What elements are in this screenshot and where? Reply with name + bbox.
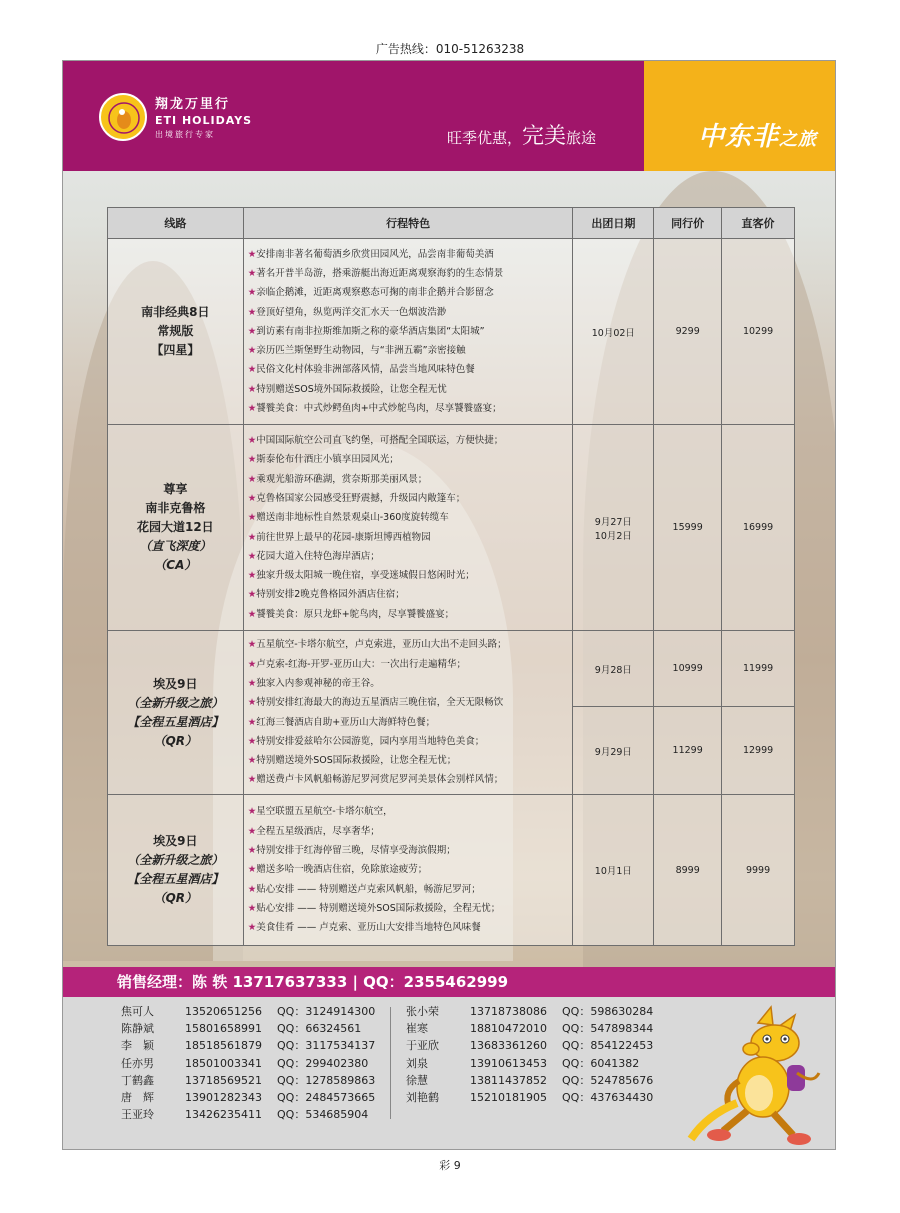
- contact-name: 丁鹤鑫: [121, 1073, 154, 1087]
- route-line: 南非克鲁格: [145, 501, 206, 515]
- contact-name: 焦可人: [121, 1005, 154, 1018]
- contacts-panel: [63, 997, 836, 1150]
- contacts-right-column: [406, 1003, 653, 1106]
- contact-qq: QQ：534685904: [277, 1108, 369, 1122]
- page-number: 彩 9: [439, 1159, 461, 1172]
- star-icon: ★: [247, 589, 257, 601]
- contact-phone: 13520651256: [185, 1005, 262, 1018]
- star-icon: ★: [247, 825, 257, 837]
- contact-name: 陈静斌: [121, 1022, 154, 1036]
- feature-item: ★饕餮美食：中式炒鳄鱼肉+中式炒鸵鸟肉，尽享饕餮盛宴；: [247, 403, 502, 415]
- feature-item: ★贴心安排 —— 特别赠送卢克索风帆船，畅游尼罗河；: [247, 883, 481, 895]
- contact-phone: 13718569521: [185, 1073, 262, 1087]
- feature-item: ★前往世界上最早的花园-康斯坦博西植物园: [247, 531, 431, 543]
- table-row: [108, 631, 795, 707]
- date-cell: 9月28日: [573, 631, 654, 707]
- star-icon: ★: [247, 345, 257, 357]
- contacts-left-column: [121, 1003, 375, 1123]
- kangaroo-mascot-icon: [663, 1003, 823, 1149]
- star-icon: ★: [247, 435, 257, 447]
- departure-date: 10月02日: [591, 327, 635, 339]
- feature-item: ★卢克索-红海-开罗-亚历山大：一次出行走遍精华；: [247, 658, 467, 670]
- contact-row: [406, 1055, 653, 1072]
- star-icon: ★: [247, 403, 257, 415]
- route-cell: [108, 795, 244, 946]
- route-line: （QR）: [153, 891, 198, 905]
- table-row: [108, 795, 795, 946]
- feature-item: ★安排南非著名葡萄酒乡欣赏田园风光，品尝南非葡萄美酒: [247, 248, 494, 260]
- table-header-row: [108, 208, 795, 239]
- route-line: 埃及9日: [153, 676, 198, 691]
- feature-item: ★特别赠送SOS境外国际救援险，让您全程无忧: [247, 383, 447, 395]
- slogan-prefix: 旺季优惠，: [447, 129, 523, 147]
- date-cell: 9月29日: [573, 707, 654, 795]
- brand-block: [155, 93, 252, 140]
- star-icon: ★: [247, 922, 257, 934]
- route-line: （直飞深度）: [139, 539, 212, 553]
- contact-qq: QQ：66324561: [277, 1022, 362, 1036]
- date-cell: [573, 425, 654, 631]
- tour-title: [698, 116, 817, 153]
- route-line: 常规版: [157, 324, 194, 338]
- feature-item: ★赠送费卢卡风帆船畅游尼罗河赏尼罗河美景体会别样风情；: [247, 774, 504, 786]
- retail-price-cell: 12999: [722, 707, 795, 795]
- departure-date: 9月27日: [594, 516, 632, 528]
- feature-item: ★到访素有南非拉斯维加斯之称的豪华酒店集团“太阳城”: [247, 325, 485, 337]
- feature-item: ★亲临企鹅滩，近距离观察憨态可掬的南非企鹅并合影留念: [247, 287, 494, 299]
- star-icon: ★: [247, 550, 257, 562]
- header-banner: [63, 61, 836, 171]
- feature-item: ★五星航空-卡塔尔航空，卢克索进，亚历山大出不走回头路；: [247, 639, 507, 651]
- contact-phone: 13811437852: [470, 1073, 547, 1087]
- route-line: 【全程五星酒店】: [127, 872, 224, 886]
- retail-price-cell: 10299: [722, 239, 795, 425]
- feature-item: ★亲历匹兰斯堡野生动物园，与“非洲五霸”亲密接触: [247, 345, 466, 357]
- star-icon: ★: [247, 883, 257, 895]
- feature-item: ★特别安排爱兹哈尔公园游览，园内享用当地特色美食；: [247, 735, 485, 747]
- star-icon: ★: [247, 755, 257, 767]
- feature-item: ★斯泰伦布什酒庄小镇享田园风光；: [247, 454, 399, 466]
- feature-item: ★民俗文化村体验非洲部落风情，品尝当地风味特色餐: [247, 364, 475, 376]
- feature-item: ★克鲁格国家公园感受狂野震撼，升级园内敞篷车；: [247, 492, 466, 504]
- contact-row: [121, 1020, 375, 1037]
- contact-qq: QQ：1278589863: [277, 1073, 376, 1087]
- contact-phone: 18518561879: [185, 1039, 262, 1053]
- star-icon: ★: [247, 473, 257, 485]
- star-icon: ★: [247, 531, 257, 543]
- departure-date: 10月2日: [594, 530, 632, 542]
- features-cell: [243, 239, 573, 425]
- route-line: （全新升级之旅）: [127, 695, 224, 710]
- date-cell: [573, 239, 654, 425]
- star-icon: ★: [247, 570, 257, 582]
- contact-qq: QQ：524785676: [562, 1073, 654, 1087]
- contact-name: 刘艳鹤: [406, 1090, 439, 1104]
- feature-item: ★乘观光船游环礁湖，赏奈斯那美丽风景；: [247, 473, 428, 485]
- feature-item: ★独家入内参观神秘的帝王谷。: [247, 677, 380, 689]
- contact-row: [121, 1003, 375, 1020]
- star-icon: ★: [247, 735, 257, 747]
- trade-price-cell: 8999: [654, 795, 722, 946]
- features-cell: [243, 795, 573, 946]
- feature-item: ★特别赠送境外SOS国际救援险，让您全程无忧；: [247, 755, 457, 767]
- brand-name-cn: 翔龙万里行: [155, 97, 231, 112]
- trade-price-cell: 11299: [654, 707, 722, 795]
- col-header-date: 出团日期: [573, 208, 654, 239]
- route-line: 花园大道12日: [136, 520, 214, 534]
- route-line: （QR）: [153, 733, 198, 748]
- retail-price-cell: 9999: [722, 795, 795, 946]
- contact-name: 刘泉: [406, 1056, 428, 1070]
- star-icon: ★: [247, 267, 257, 279]
- star-icon: ★: [247, 454, 257, 466]
- star-icon: ★: [247, 774, 257, 786]
- route-cell: [108, 425, 244, 631]
- contact-name: 唐 辉: [121, 1090, 154, 1104]
- contact-row: [121, 1089, 375, 1106]
- route-line: 尊享: [163, 482, 188, 496]
- trade-price-cell: 10999: [654, 631, 722, 707]
- slogan-big: 完美: [522, 124, 567, 149]
- contact-row: [121, 1037, 375, 1054]
- route-line: 【四星】: [151, 343, 200, 357]
- contact-phone: 15210181905: [470, 1090, 547, 1104]
- contact-row: [121, 1072, 375, 1089]
- contact-row: [406, 1089, 653, 1106]
- contact-qq: QQ：3117534137: [277, 1039, 376, 1053]
- contact-qq: QQ：6041382: [562, 1056, 640, 1070]
- contact-qq: QQ：547898344: [562, 1022, 654, 1036]
- route-cell: [108, 239, 244, 425]
- star-icon: ★: [247, 306, 257, 318]
- feature-item: ★独家升级太阳城一晚住宿，享受迷城假日悠闲时光；: [247, 570, 475, 582]
- star-icon: ★: [247, 697, 257, 709]
- star-icon: ★: [247, 639, 257, 651]
- star-icon: ★: [247, 492, 257, 504]
- contact-name: 任亦男: [121, 1056, 154, 1070]
- contact-row: [406, 1037, 653, 1054]
- feature-item: ★登顶好望角，纵览两洋交汇水天一色烟波浩渺: [247, 306, 447, 318]
- col-header-route: 线路: [108, 208, 244, 239]
- contact-qq: QQ：299402380: [277, 1056, 369, 1070]
- star-icon: ★: [247, 658, 257, 670]
- feature-item: ★贴心安排 —— 特别赠送境外SOS国际救援险，全程无忧；: [247, 902, 501, 914]
- brand-tagline: 出境旅行专家: [155, 130, 215, 139]
- trade-price-cell: 9299: [654, 239, 722, 425]
- contact-row: [406, 1020, 653, 1037]
- contact-phone: 13683361260: [470, 1039, 547, 1053]
- feature-item: ★饕餮美食：原只龙虾+鸵鸟肉，尽享饕餮盛宴；: [247, 608, 455, 620]
- itinerary-table: [107, 207, 795, 946]
- contact-name: 王亚玲: [121, 1108, 154, 1122]
- date-cell: [573, 795, 654, 946]
- route-cell: [108, 631, 244, 795]
- route-line: （CA）: [154, 558, 197, 572]
- features-cell: [243, 425, 573, 631]
- feature-item: ★红海三餐酒店自助+亚历山大海鲜特色餐；: [247, 716, 436, 728]
- contact-phone: 13426235411: [185, 1108, 262, 1122]
- feature-item: ★全程五星级酒店，尽享奢华；: [247, 825, 380, 837]
- col-header-features: 行程特色: [243, 208, 573, 239]
- col-header-retail-price: 直客价: [722, 208, 795, 239]
- contact-name: 于亚欣: [406, 1039, 439, 1053]
- contact-qq: QQ：3124914300: [277, 1005, 376, 1018]
- star-icon: ★: [247, 845, 257, 857]
- feature-item: ★特别安排于红海停留三晚，尽情享受海滨假期；: [247, 845, 456, 857]
- route-line: （全新升级之旅）: [127, 853, 224, 867]
- contacts-divider: [390, 1007, 391, 1119]
- star-icon: ★: [247, 608, 257, 620]
- feature-item: ★星空联盟五星航空-卡塔尔航空，: [247, 806, 393, 818]
- col-header-trade-price: 同行价: [654, 208, 722, 239]
- feature-item: ★特别安排2晚克鲁格园外酒店住宿；: [247, 589, 405, 601]
- star-icon: ★: [247, 512, 257, 524]
- route-line: 埃及9日: [153, 834, 198, 848]
- star-icon: ★: [247, 716, 257, 728]
- contact-name: 李 颖: [121, 1039, 154, 1053]
- contact-qq: QQ：2484573665: [277, 1090, 376, 1104]
- retail-price-cell: 16999: [722, 425, 795, 631]
- slogan-suffix: 旅途: [566, 129, 597, 147]
- contact-qq: QQ：854122453: [562, 1039, 654, 1053]
- star-icon: ★: [247, 248, 257, 260]
- star-icon: ★: [247, 677, 257, 689]
- contact-row: [121, 1055, 375, 1072]
- features-cell: [243, 631, 573, 795]
- contact-phone: 13910613453: [470, 1056, 547, 1070]
- contact-row: [406, 1072, 653, 1089]
- star-icon: ★: [247, 325, 257, 337]
- eti-logo: [99, 93, 147, 141]
- feature-item: ★赠送多哈一晚酒店住宿，免除旅途疲劳；: [247, 864, 428, 876]
- feature-item: ★中国国际航空公司直飞约堡，可搭配全国联运，方便快捷；: [247, 435, 504, 447]
- retail-price-cell: 11999: [722, 631, 795, 707]
- ad-frame: [62, 60, 836, 1150]
- contact-qq: QQ：598630284: [562, 1005, 654, 1018]
- feature-item: ★花园大道入住特色海岸酒店；: [247, 550, 380, 562]
- sales-manager-banner: 销售经理：陈 轶 13717637333 | QQ：2355462999: [63, 967, 836, 997]
- star-icon: ★: [247, 902, 257, 914]
- departure-date: 10月1日: [594, 866, 632, 877]
- route-line: 【全程五星酒店】: [127, 714, 224, 729]
- contact-name: 徐慧: [406, 1073, 428, 1087]
- contact-row: [406, 1003, 653, 1020]
- contact-phone: 15801658991: [185, 1022, 262, 1036]
- trade-price-cell: 15999: [654, 425, 722, 631]
- table-row: [108, 239, 795, 425]
- star-icon: ★: [247, 383, 257, 395]
- contact-name: 张小荣: [406, 1005, 439, 1018]
- star-icon: ★: [247, 364, 257, 376]
- slogan: [447, 119, 596, 150]
- contact-phone: 18501003341: [185, 1056, 262, 1070]
- contact-name: 崔寒: [406, 1022, 428, 1036]
- brand-name-en: ETI HOLIDAYS: [155, 114, 253, 127]
- feature-item: ★美食佳肴 —— 卢克索、亚历山大安排当地特色风味餐: [247, 922, 481, 934]
- table-row: [108, 425, 795, 631]
- contact-phone: 18810472010: [470, 1022, 547, 1036]
- contact-phone: 13901282343: [185, 1090, 262, 1104]
- contact-row: [121, 1106, 375, 1123]
- star-icon: ★: [247, 287, 257, 299]
- route-line: 南非经典8日: [141, 305, 210, 319]
- tour-title-small: 之旅: [779, 129, 817, 150]
- tour-title-main: 中东非: [697, 122, 779, 152]
- feature-item: ★赠送南非地标性自然景观桌山-360度旋转缆车: [247, 512, 449, 524]
- contact-qq: QQ：437634430: [562, 1090, 654, 1104]
- ad-hotline: 广告热线：010-51263238: [375, 42, 525, 56]
- contact-phone: 13718738086: [470, 1005, 547, 1018]
- star-icon: ★: [247, 864, 257, 876]
- feature-item: ★著名开普半岛游，搭乘游艇出海近距离观察海豹的生态情景: [247, 267, 504, 279]
- star-icon: ★: [247, 806, 257, 818]
- feature-item: ★特别安排红海最大的海边五星酒店三晚住宿，全天无限畅饮: [247, 697, 504, 709]
